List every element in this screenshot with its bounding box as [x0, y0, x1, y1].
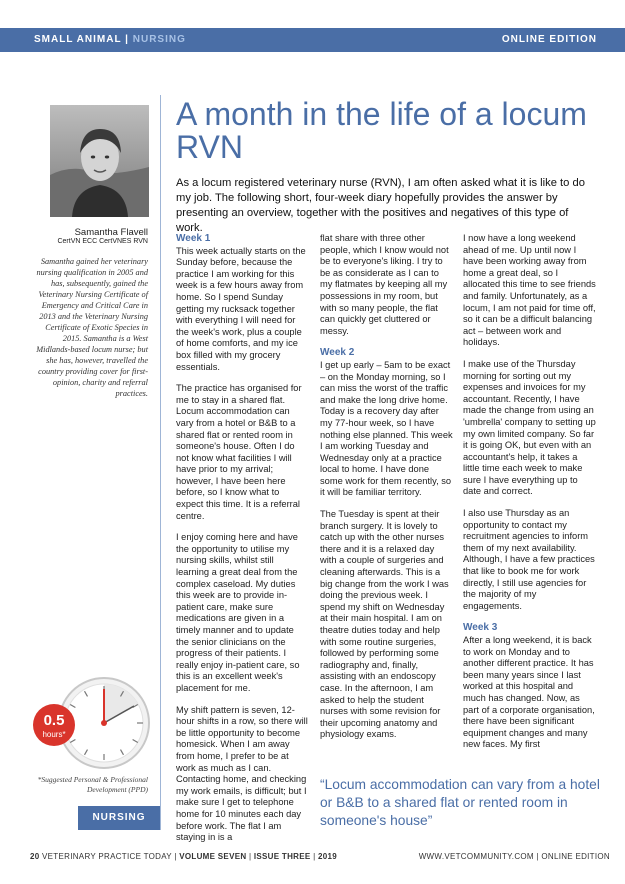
paragraph: After a long weekend, it is back to work on Monday and to another different practice. It has been many years since I last worked at this hospital and much has changed. Now, as part of a corporate organisation, there have been significant equipment changes and many new faces. My first — [463, 635, 595, 750]
paragraph: My shift pattern is seven, 12-hour shifts in a row, so there will be little opportunity to become homesick. When I am away from home, I prefer to be at work as much as I can. Contacting home, and checking my work emails, is difficult; but I make sure I get to telephone home for 10 minutes each day before work. The flat I am staying in is a — [176, 704, 308, 843]
footer-site-info — [419, 852, 610, 861]
paragraph: The Tuesday is spent at their branch surgery. It is lovely to catch up with the other nurses there and it is a relaxed day with a couple of surgeries and cleaning afterwards. This is a big change from the work I was doing the previous week. I spend my shift on Wednesday at their main hospital. I am on theatre duties today and help with some routine surgeries, followed by performing some radiography and, finally, assisting with an endoscopy case. In the afternoon, I am asked to help the student nurses with some revision for their upcoming anatomy and physiology exams. — [320, 509, 449, 740]
section-separator: | — [125, 34, 129, 45]
section-name: SMALL ANIMAL — [34, 34, 122, 45]
column-divider — [160, 95, 161, 830]
subsection-name: NURSING — [132, 34, 186, 45]
year-label: 2019 — [317, 852, 337, 861]
footer-separator: | — [174, 852, 177, 861]
paragraph: This week actually starts on the Sunday before, because the practice I am working for this week is a few hours away from home. So I spend Sunday getting my rucksack together with everything I will need for the week's work, plus a couple of home comforts, and my ice box filled with my grocery essentials. — [176, 245, 306, 372]
volume-label: VOLUME SEVEN — [179, 852, 247, 861]
site-url: WWW.VETCOMMUNITY.COM — [418, 852, 534, 861]
paragraph: flat share with three other people, which I know would not be to everyone's liking. I try to be as considerate as I can to my flatmates by keeping all my possessions in my room, but with so many people, the flat can quickly get cluttered or messy. — [320, 233, 449, 336]
edition-label: ONLINE EDITION — [501, 34, 597, 45]
ppd-footnote: *Suggested Personal & Professional Development (PPD) — [37, 775, 148, 794]
paragraph: I enjoy coming here and have the opportunity to utilise my nursing skills, whilst still learning a great deal from the complex caseload. My duties this week are to provide in-patient care, make sure medications are given in a timely manner and to update the senior clinicians on the progress of their patients. I really enjoy in-patient care, so this is an excellent week's placement for me. — [176, 532, 300, 693]
section-label — [34, 34, 186, 45]
author-photo — [50, 105, 149, 217]
page-number: 20 — [30, 852, 40, 861]
ppd-unit: hours* — [42, 730, 66, 739]
author-bio: Samantha gained her veterinary nursing qualification in 2005 and has, subsequently, gained the Veterinary Nursing Certificate of Emergency and Critical Care in 2013 and the Veterinary Nursing Certificate of Exotic Species in 2015. Samantha is a West Midlands-based locum nurse; but she has, however, travelled the country providing cover for first-opinion, charity and referral practices. — [36, 257, 148, 398]
article-column-3 — [463, 233, 596, 763]
footer-separator: | — [248, 852, 252, 861]
paragraph: I make use of the Thursday morning for sorting out my expenses and invoices for my accountant. Recently, I have made the change from using an 'umbrella' company to setting up my own limited company. So far it is going OK, but even with an accountant's help, it takes a little time each week to make sure I have everything up to date and correct. — [463, 358, 596, 497]
issue-label: ISSUE THREE — [253, 852, 311, 861]
publication-name: VETERINARY PRACTICE TODAY — [42, 852, 172, 861]
footer-separator: | — [536, 852, 539, 861]
ppd-value: 0.5 — [43, 712, 65, 729]
week-1-heading: Week 1 — [176, 233, 211, 244]
author-credentials: CertVN ECC CertVNES RVN — [57, 238, 148, 245]
footer-edition: ONLINE EDITION — [541, 852, 610, 861]
ppd-clock-graphic — [32, 673, 150, 773]
author-portrait-image — [50, 105, 149, 217]
footer-separator: | — [313, 852, 316, 861]
section-header-bar — [0, 28, 625, 52]
author-name: Samantha Flavell — [74, 227, 148, 238]
nursing-section-tab: NURSING — [78, 806, 160, 830]
article-column-2 — [320, 233, 453, 763]
paragraph: The practice has organised for me to stay in a shared flat. Locum accommodation can vary from a hotel or B&B to a shared flat or rented room in someone's house. Often I do not know what facilities I will have prior to my arrival; however, I have been here before, so I know what to expect this time. It is a referral centre. — [176, 383, 302, 521]
paragraph: I now have a long weekend ahead of me. Up until now I have been working away from home a great deal, so I allocated this time to see friends and family. Unfortunately, as a locum, I am not paid for time off, so it can be a difficult balancing act – between work and holidays. — [463, 233, 596, 348]
article-column-1 — [176, 233, 309, 843]
week-3-heading: Week 3 — [463, 622, 498, 634]
week-2-heading: Week 2 — [320, 347, 355, 359]
paragraph: I get up early – 5am to be exact – on the Monday morning, so I can miss the worst of the traffic and make the long drive home. Today is a recovery day after my 77-hour week, so I have nothing else planned. This week I am working Tuesday and Wednesday only at a practice local to home. I have done some work for them recently, so it will be familiar territory. — [320, 359, 453, 498]
paragraph: I also use Thursday as an opportunity to contact my recruitment agencies to inform them of my next availability. Although, I have a few practices that like to book me for work directly, I still use agencies for the majority of my engagements. — [463, 508, 595, 611]
pull-quote: “Locum accommodation can vary from a hotel or B&B to a shared flat or rented room in someone's house” — [320, 777, 600, 828]
article-title: A month in the life of a locum RVN — [176, 96, 587, 165]
article-intro: As a locum registered veterinary nurse (RVN), I am often asked what it is like to do my job. The following short, four-week diary hopefully provides the answer by presenting an overview, together with the positives and negatives of this type of work. — [176, 177, 585, 234]
footer-publication-info — [30, 852, 337, 861]
